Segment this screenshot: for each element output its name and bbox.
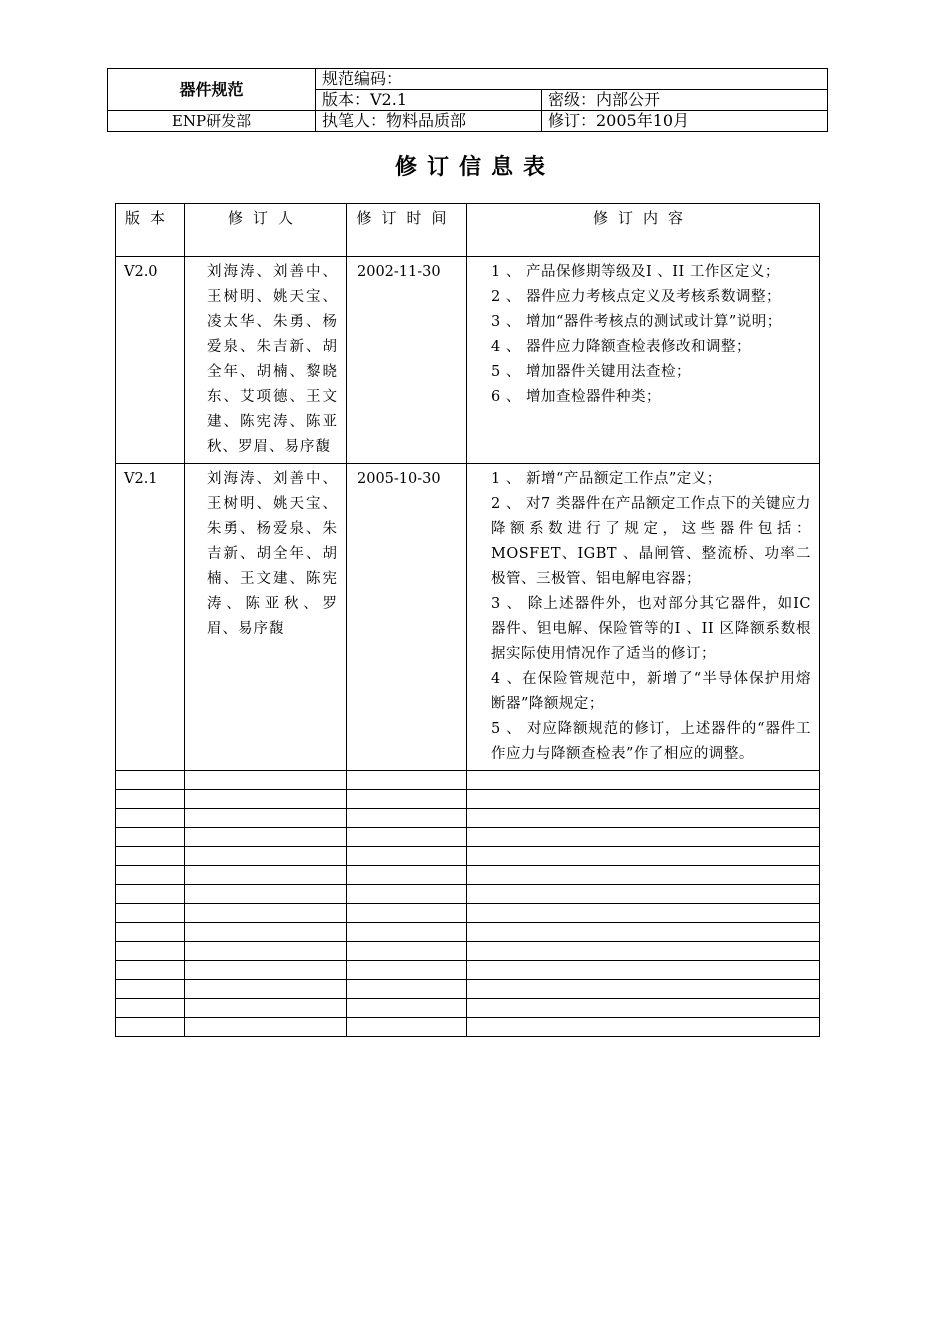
column-header-reviser: 修订人	[185, 204, 347, 257]
empty-cell	[347, 980, 467, 999]
empty-cell	[467, 885, 820, 904]
empty-table-row	[116, 866, 820, 885]
empty-cell	[116, 809, 185, 828]
row-content	[467, 464, 820, 771]
empty-table-row	[116, 942, 820, 961]
empty-table-row	[116, 809, 820, 828]
row-date: 2002-11-30	[347, 257, 467, 464]
content-item: 1 、 新增“产品额定工作点”定义；	[491, 471, 722, 487]
empty-cell	[185, 790, 347, 809]
spec-revision-date: 修订：2005年10月	[542, 111, 828, 132]
content-item: 3 、 除上述器件外，也对部分其它器件，如IC器件、钽电解、保险管等的I 、II 区降额系数根据实际使用情况作了适当的修订；	[491, 596, 811, 662]
empty-cell	[347, 828, 467, 847]
empty-cell	[467, 923, 820, 942]
empty-cell	[185, 904, 347, 923]
empty-cell	[467, 961, 820, 980]
content-item: 2 、 器件应力考核点定义及考核系数调整；	[491, 289, 781, 305]
column-header-date: 修订时间	[347, 204, 467, 257]
empty-cell	[185, 771, 347, 790]
empty-cell	[116, 942, 185, 961]
empty-cell	[347, 961, 467, 980]
empty-cell	[347, 809, 467, 828]
empty-cell	[347, 790, 467, 809]
empty-cell	[347, 904, 467, 923]
empty-cell	[347, 847, 467, 866]
content-item: 1 、 产品保修期等级及I 、II 工作区定义；	[491, 264, 780, 280]
table-row	[116, 464, 820, 771]
empty-cell	[467, 866, 820, 885]
row-revisers: 刘海涛、刘善中、王树明、姚天宝、朱勇、杨爱泉、朱吉新、胡全年、胡楠、王文建、陈宪涛、陈亚秋、罗眉、易序馥	[185, 464, 347, 771]
empty-table-row	[116, 790, 820, 809]
empty-cell	[467, 1018, 820, 1037]
empty-cell	[185, 999, 347, 1018]
empty-cell	[116, 866, 185, 885]
empty-cell	[185, 828, 347, 847]
empty-cell	[467, 904, 820, 923]
spec-security: 密级：内部公开	[542, 90, 828, 111]
table-header-row	[116, 204, 820, 257]
empty-cell	[185, 847, 347, 866]
content-item: 4 、 器件应力降额查检表修改和调整；	[491, 339, 751, 355]
empty-cell	[467, 809, 820, 828]
empty-table-row	[116, 847, 820, 866]
empty-cell	[467, 942, 820, 961]
row-version: V2.1	[116, 464, 185, 771]
spec-code: 规范编码：	[316, 69, 828, 90]
table-row	[116, 257, 820, 464]
empty-cell	[185, 866, 347, 885]
spec-version: 版本：V2.1	[316, 90, 542, 111]
empty-table-row	[116, 828, 820, 847]
empty-cell	[116, 885, 185, 904]
empty-cell	[467, 771, 820, 790]
empty-cell	[185, 809, 347, 828]
content-item: 4 、在保险管规范中，新增了“半导体保护用熔断器”降额规定；	[491, 671, 811, 712]
empty-cell	[116, 847, 185, 866]
content-item: 5 、 增加器件关键用法查检；	[491, 364, 691, 380]
empty-cell	[347, 885, 467, 904]
empty-cell	[185, 923, 347, 942]
empty-cell	[116, 904, 185, 923]
empty-cell	[185, 942, 347, 961]
empty-cell	[467, 999, 820, 1018]
row-version: V2.0	[116, 257, 185, 464]
spec-department: ENP研发部	[108, 111, 316, 132]
empty-cell	[347, 771, 467, 790]
empty-table-row	[116, 885, 820, 904]
row-content	[467, 257, 820, 464]
spec-author: 执笔人：物料品质部	[316, 111, 542, 132]
empty-table-row	[116, 999, 820, 1018]
empty-cell	[347, 942, 467, 961]
spec-title: 器件规范	[108, 69, 316, 111]
content-item: 2 、 对7 类器件在产品额定工作点下的关键应力降额系数进行了规定，这些器件包括：MOSFET、IGBT 、晶闸管、整流桥、功率二极管、三极管、铝电解电容器；	[491, 496, 811, 587]
column-header-content: 修订内容	[467, 204, 820, 257]
empty-cell	[347, 923, 467, 942]
content-item: 5 、 对应降额规范的修订，上述器件的“器件工作应力与降额查检表”作了相应的调整。	[491, 721, 811, 762]
empty-cell	[347, 999, 467, 1018]
empty-cell	[116, 999, 185, 1018]
page-title: 修订信息表	[394, 155, 555, 180]
empty-cell	[185, 980, 347, 999]
empty-cell	[185, 1018, 347, 1037]
empty-cell	[185, 961, 347, 980]
empty-table-row	[116, 980, 820, 999]
empty-table-row	[116, 923, 820, 942]
empty-cell	[116, 923, 185, 942]
empty-cell	[116, 1018, 185, 1037]
empty-table-row	[116, 904, 820, 923]
empty-table-row	[116, 1018, 820, 1037]
empty-cell	[347, 1018, 467, 1037]
empty-cell	[116, 980, 185, 999]
empty-cell	[347, 866, 467, 885]
column-header-version: 版本	[116, 204, 185, 257]
empty-cell	[116, 828, 185, 847]
empty-cell	[116, 961, 185, 980]
revision-table	[115, 203, 820, 1037]
spec-header-table	[107, 68, 828, 132]
empty-cell	[467, 790, 820, 809]
empty-cell	[116, 771, 185, 790]
empty-cell	[116, 790, 185, 809]
row-revisers: 刘海涛、刘善中、王树明、姚天宝、凌太华、朱勇、杨爱泉、朱吉新、胡全年、胡楠、黎晓东、艾项德、王文建、陈宪涛、陈亚秋、罗眉、易序馥	[185, 257, 347, 464]
empty-table-row	[116, 961, 820, 980]
empty-table-row	[116, 771, 820, 790]
empty-cell	[467, 980, 820, 999]
row-date: 2005-10-30	[347, 464, 467, 771]
content-item: 3 、 增加“器件考核点的测试或计算”说明；	[491, 314, 782, 330]
empty-cell	[467, 847, 820, 866]
empty-cell	[467, 828, 820, 847]
content-item: 6 、 增加查检器件种类；	[491, 389, 661, 405]
empty-cell	[185, 885, 347, 904]
